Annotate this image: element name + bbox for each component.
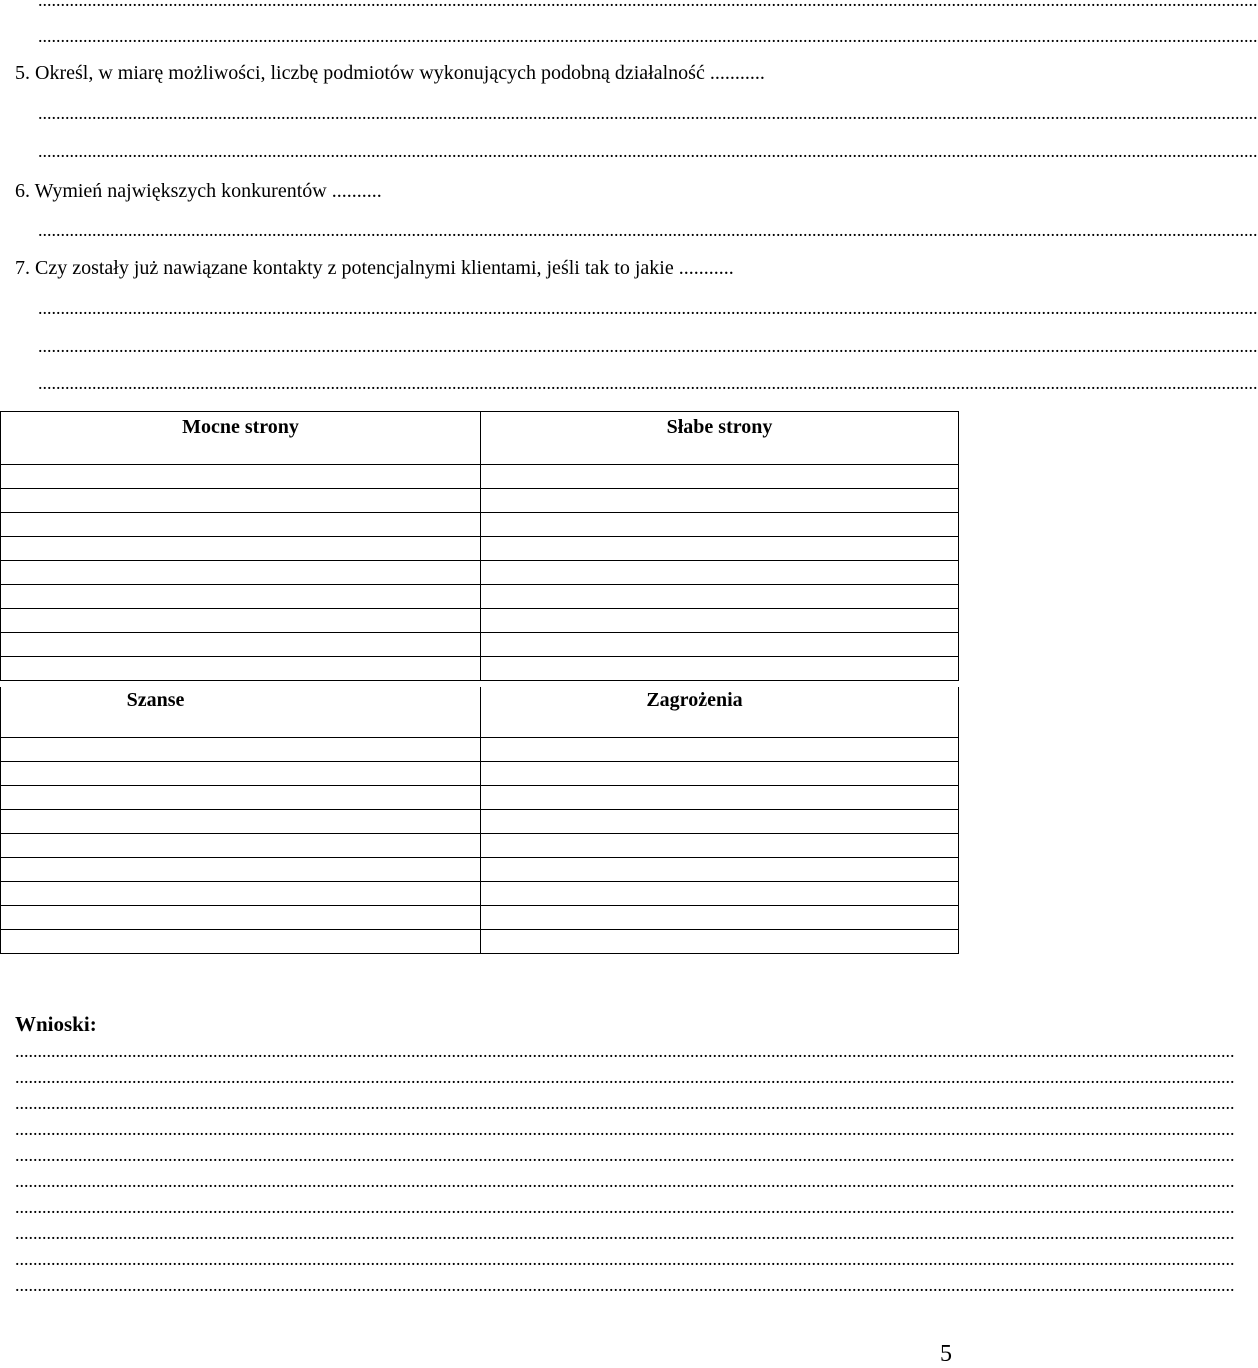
answer-line[interactable]: ...............................................................................................................................................................................................................................................................................	[38, 141, 1258, 161]
threats-cell[interactable]	[481, 906, 959, 930]
strengths-cell[interactable]	[1, 489, 481, 513]
question-6	[15, 179, 943, 203]
page-number: 5	[940, 1341, 952, 1367]
conclusions-line[interactable]: ...............................................................................................................................................................................................................................................................................	[15, 1145, 1235, 1165]
opportunities-cell[interactable]	[1, 906, 481, 930]
weaknesses-cell[interactable]	[481, 513, 959, 537]
answer-line[interactable]: ...............................................................................................................................................................................................................................................................................	[38, 0, 1258, 10]
strengths-cell[interactable]	[1, 561, 481, 585]
threats-cell[interactable]	[481, 858, 959, 882]
conclusions-title: Wnioski:	[15, 1012, 97, 1036]
strengths-cell[interactable]	[1, 609, 481, 633]
threats-cell[interactable]	[481, 834, 959, 858]
weaknesses-cell[interactable]	[481, 609, 959, 633]
threats-cell[interactable]	[481, 738, 959, 762]
answer-line[interactable]: ...............................................................................................................................................................................................................................................................................	[38, 298, 1258, 318]
threats-header	[481, 687, 959, 738]
opportunities-cell[interactable]	[1, 762, 481, 786]
question-7	[15, 256, 943, 280]
opportunities-cell[interactable]	[1, 834, 481, 858]
strengths-cell[interactable]	[1, 633, 481, 657]
weaknesses-cell[interactable]	[481, 633, 959, 657]
opportunities-cell[interactable]	[1, 882, 481, 906]
strengths-cell[interactable]	[1, 513, 481, 537]
opportunities-cell[interactable]	[1, 930, 481, 954]
weaknesses-cell[interactable]	[481, 489, 959, 513]
conclusions-line[interactable]: ...............................................................................................................................................................................................................................................................................	[15, 1119, 1235, 1139]
threats-label: Zagrożenia	[646, 689, 743, 711]
question-6-text: 6. Wymień największych konkurentów ..........	[15, 180, 382, 202]
conclusions-line[interactable]: ...............................................................................................................................................................................................................................................................................	[15, 1041, 1235, 1061]
answer-line[interactable]: ...............................................................................................................................................................................................................................................................................	[38, 220, 1258, 240]
threats-cell[interactable]	[481, 786, 959, 810]
answer-line[interactable]: ...............................................................................................................................................................................................................................................................................	[38, 336, 1258, 356]
answer-line[interactable]: ...............................................................................................................................................................................................................................................................................	[38, 103, 1258, 123]
strengths-cell[interactable]	[1, 465, 481, 489]
weaknesses-cell[interactable]	[481, 537, 959, 561]
weaknesses-cell[interactable]	[481, 465, 959, 489]
question-7-text: 7. Czy zostały już nawiązane kontakty z potencjalnymi klientami, jeśli tak to jakie ...........	[15, 257, 734, 279]
opportunities-cell[interactable]	[1, 786, 481, 810]
swot-strengths-weaknesses-table	[0, 411, 959, 681]
question-5-text: 5. Określ, w miarę możliwości, liczbę podmiotów wykonujących podobną działalność ...........	[15, 62, 765, 84]
opportunities-cell[interactable]	[1, 810, 481, 834]
opportunities-label: Szanse	[126, 689, 185, 711]
answer-line[interactable]: ...............................................................................................................................................................................................................................................................................	[38, 373, 1258, 393]
threats-cell[interactable]	[481, 810, 959, 834]
threats-cell[interactable]	[481, 762, 959, 786]
weaknesses-cell[interactable]	[481, 657, 959, 681]
conclusions-line[interactable]: ...............................................................................................................................................................................................................................................................................	[15, 1067, 1235, 1087]
conclusions-line[interactable]: ...............................................................................................................................................................................................................................................................................	[15, 1223, 1235, 1243]
opportunities-cell[interactable]	[1, 738, 481, 762]
strengths-cell[interactable]	[1, 657, 481, 681]
answer-line[interactable]: ...............................................................................................................................................................................................................................................................................	[38, 26, 1258, 46]
opportunities-cell[interactable]	[1, 858, 481, 882]
conclusions-line[interactable]: ...............................................................................................................................................................................................................................................................................	[15, 1275, 1235, 1295]
strengths-cell[interactable]	[1, 537, 481, 561]
threats-cell[interactable]	[481, 882, 959, 906]
strengths-header: Mocne strony	[1, 412, 481, 465]
strengths-cell[interactable]	[1, 585, 481, 609]
conclusions-line[interactable]: ...............................................................................................................................................................................................................................................................................	[15, 1197, 1235, 1217]
weaknesses-header: Słabe strony	[481, 412, 959, 465]
conclusions-line[interactable]: ...............................................................................................................................................................................................................................................................................	[15, 1171, 1235, 1191]
opportunities-header	[1, 687, 481, 738]
conclusions-line[interactable]: ...............................................................................................................................................................................................................................................................................	[15, 1249, 1235, 1269]
threats-cell[interactable]	[481, 930, 959, 954]
question-5	[15, 61, 943, 85]
swot-opportunities-threats-table	[0, 687, 959, 954]
weaknesses-cell[interactable]	[481, 585, 959, 609]
conclusions-line[interactable]: ...............................................................................................................................................................................................................................................................................	[15, 1093, 1235, 1113]
weaknesses-cell[interactable]	[481, 561, 959, 585]
